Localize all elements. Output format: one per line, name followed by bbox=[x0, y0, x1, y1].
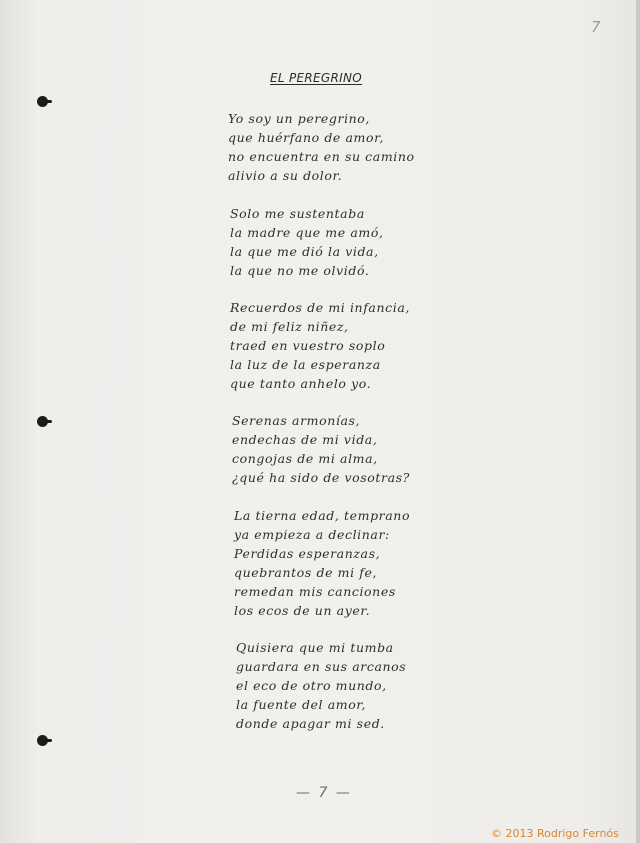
poem-line: congojas de mi alma, bbox=[232, 451, 378, 466]
poem-line: el eco de otro mundo, bbox=[236, 678, 387, 693]
poem-line: ¿qué ha sido de vosotras? bbox=[232, 470, 410, 485]
poem-line: la madre que me amó, bbox=[230, 225, 384, 240]
poem-line: traed en vuestro soplo bbox=[230, 338, 386, 353]
poem-line: Solo me sustentaba bbox=[230, 206, 365, 221]
poem-line: alivio a su dolor. bbox=[228, 168, 343, 183]
poem-line: Quisiera que mi tumba bbox=[236, 640, 394, 655]
poem-line: los ecos de un ayer. bbox=[234, 603, 371, 618]
poem-line: no encuentra en su camino bbox=[228, 149, 415, 164]
poem-line: Serenas armonías, bbox=[232, 413, 361, 428]
poem-line: la fuente del amor, bbox=[236, 697, 367, 712]
punch-hole-bottom bbox=[37, 735, 48, 746]
footer-page-number: — 7 — bbox=[296, 785, 352, 801]
poem-line: endechas de mi vida, bbox=[232, 432, 378, 447]
poem-line: La tierna edad, temprano bbox=[234, 508, 411, 523]
poem-line: la que no me olvidó. bbox=[230, 263, 370, 278]
page-edge bbox=[636, 0, 640, 843]
punch-hole-middle bbox=[37, 416, 48, 427]
poem-title: EL PEREGRINO bbox=[270, 71, 363, 85]
poem-line: Recuerdos de mi infancia, bbox=[230, 300, 410, 315]
poem-line: la luz de la esperanza bbox=[230, 357, 381, 372]
poem-line: la que me dió la vida, bbox=[230, 244, 379, 259]
poem-line: guardara en sus arcanos bbox=[236, 659, 407, 674]
poem-line: Perdidas esperanzas, bbox=[234, 546, 381, 561]
poem-line: quebrantos de mi fe, bbox=[234, 565, 378, 580]
copyright-watermark: © 2013 Rodrigo Fernós bbox=[491, 827, 619, 840]
poem-line: Yo soy un peregrino, bbox=[228, 111, 371, 126]
poem-line: que huérfano de amor, bbox=[228, 130, 384, 145]
bleed-through-watermark bbox=[40, 300, 640, 410]
poem-line: donde apagar mi sed. bbox=[236, 716, 385, 731]
corner-page-number: 7 bbox=[591, 18, 601, 36]
poem-line: que tanto anhelo yo. bbox=[230, 376, 372, 391]
poem-line: ya empieza a declinar: bbox=[234, 527, 390, 542]
punch-hole-top bbox=[37, 96, 48, 107]
poem-line: de mi feliz niñez, bbox=[230, 319, 349, 334]
poem-line: remedan mis canciones bbox=[234, 584, 396, 599]
